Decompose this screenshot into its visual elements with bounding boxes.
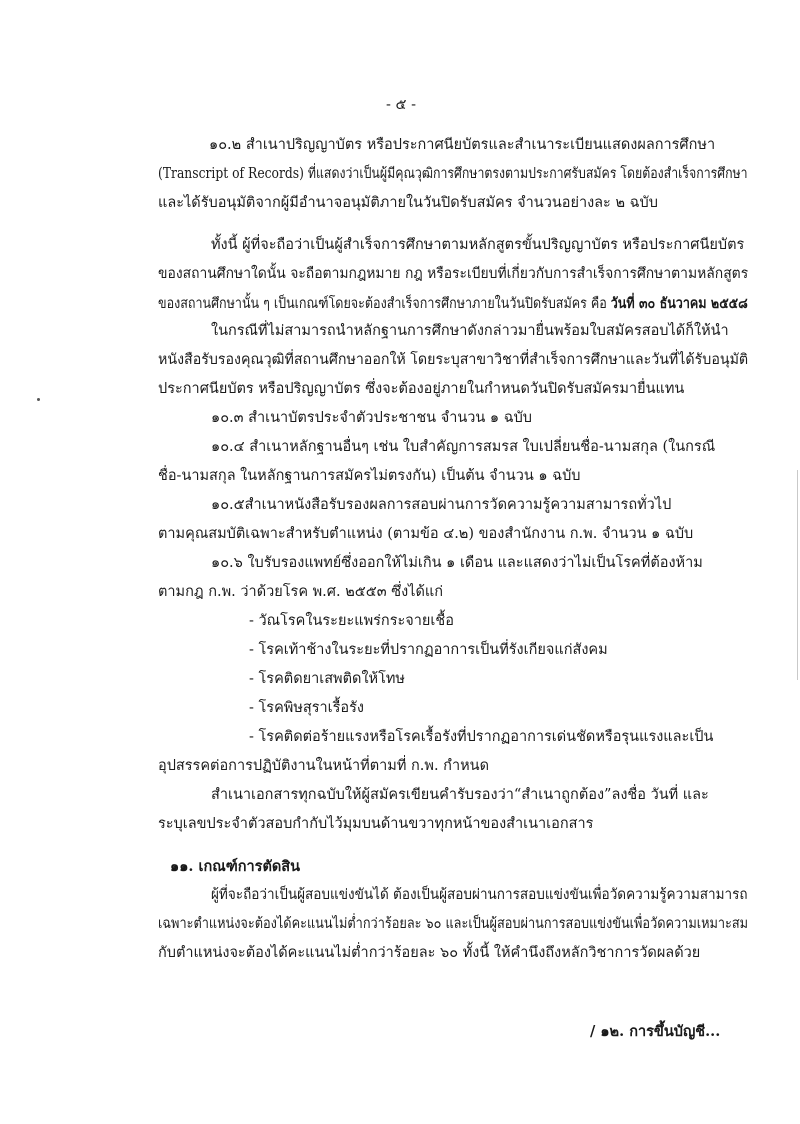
graduation-text: ของสถานศึกษานั้น ๆ เป็นเกณฑ์โดยจะต้องสำเร็จการศึกษาภายในวันปิดรับสมัคร คือ [158,296,611,312]
no-evidence-line-3: ประกาศนียบัตร หรือปริญญาบัตร ซึ่งจะต้องอยู่ภายในกำหนดวันปิดรับสมัครมายื่นแทน [158,381,685,397]
sec-10-4-line-2: ชื่อ-นามสกุล ในหลักฐานการสมัครไม่ตรงกัน) เป็นต้น จำนวน ๑ ฉบับ [158,468,581,484]
sec-10-5-line-2: ตามคุณสมบัติเฉพาะสำหรับตำแหน่ง (ตามข้อ ๔.๒) ของสำนักงาน ก.พ. จำนวน ๑ ฉบับ [158,526,694,542]
sec-10-6-line-2: ตามกฎ ก.พ. ว่าด้วยโรค พ.ศ. ๒๕๕๓ ซึ่งได้แก่ [158,584,444,600]
no-evidence-line-1: ในกรณีที่ไม่สามารถนำหลักฐานการศึกษาดังกล่าวมายื่นพร้อมใบสมัครสอบได้ก็ให้นำ [211,323,729,339]
sec-11-line-2: เฉพาะตำแหน่งจะต้องได้คะแนนไม่ต่ำกว่าร้อยละ ๖๐ และเป็นผู้สอบผ่านการสอบแข่งขันเพื่อวัดความเหมาะสม [158,916,749,932]
scan-speck [37,398,40,401]
sec-10-6-line-1: ๑๐.๖ ใบรับรองแพทย์ซึ่งออกให้ไม่เกิน ๑ เดือน และแสดงว่าไม่เป็นโรคที่ต้องห้าม [211,555,703,571]
sec-10-5-line-1: ๑๐.๕สำเนาหนังสือรับรองผลการสอบผ่านการวัดความรู้ความสามารถทั่วไป [211,497,672,513]
graduation-line-2: ของสถานศึกษาใดนั้น จะถือตามกฎหมาย กฎ หรือระเบียบที่เกี่ยวกับการสำเร็จการศึกษาตามหลักสูตร [158,266,749,282]
sec-10-3: ๑๐.๓ สำเนาบัตรประจำตัวประชาชน จำนวน ๑ ฉบับ [211,410,533,426]
scan-edge-right [797,470,798,680]
disease-item: - โรคพิษสุราเรื้อรัง [249,700,365,716]
sec-11-line-3: กับตำแหน่งจะต้องได้คะแนนไม่ต่ำกว่าร้อยละ ๖๐ ทั้งนี้ ให้คำนึงถึงหลักวิชาการวัดผลด้วย [158,945,701,961]
graduation-line-1: ทั้งนี้ ผู้ที่จะถือว่าเป็นผู้สำเร็จการศึกษาตามหลักสูตรขั้นปริญญาบัตร หรือประกาศนียบัตร [211,237,745,253]
sec-10-2-line-1: ๑๐.๒ สำเนาปริญญาบัตร หรือประกาศนียบัตรและสำเนาระเบียนแสดงผลการศึกษา [209,137,716,153]
continuation-note: / ๑๒. การขึ้นบัญชี... [590,1023,721,1040]
page-number: - ๕ - [386,97,416,113]
graduation-deadline: วันที่ ๓๐ ธันวาคม ๒๕๕๘ [610,295,748,312]
no-evidence-line-2: หนังสือรับรองคุณวุฒิที่สถานศึกษาออกให้ โดยระบุสาขาวิชาที่สำเร็จการศึกษาและวันที่ได้รับอนุมัติ [158,352,749,368]
disease-item-continuation: อุปสรรคต่อการปฏิบัติงานในหน้าที่ตามที่ ก.พ. กำหนด [158,758,489,774]
sec-10-4-line-1: ๑๐.๔ สำเนาหลักฐานอื่นๆ เช่น ใบสำคัญการสมรส ใบเปลี่ยนชื่อ-นามสกุล (ในกรณี [211,439,716,455]
sec-10-2-line-3: และได้รับอนุมัติจากผู้มีอำนาจอนุมัติภายในวันปิดรับสมัคร จำนวนอย่างละ ๒ ฉบับ [158,195,658,211]
sec-10-2-line-2: (Transcript of Records) ที่แสดงว่าเป็นผู้มีคุณวุฒิการศึกษาตรงตามประกาศรับสมัคร โดยต้องสำเร็จการศึกษา [158,166,748,182]
sec-11-heading: ๑๑. เกณฑ์การตัดสิน [170,858,301,875]
disease-item: - วัณโรคในระยะแพร่กระจายเชื้อ [249,613,454,629]
sec-11-line-1: ผู้ที่จะถือว่าเป็นผู้สอบแข่งขันได้ ต้องเป็นผู้สอบผ่านการสอบแข่งขันเพื่อวัดความรู้ความสามารถ [211,887,748,903]
certify-line-1: สำเนาเอกสารทุกฉบับให้ผู้สมัครเขียนคำรับรองว่า“สำเนาถูกต้อง”ลงชื่อ วันที่ และ [211,787,709,803]
disease-item: - โรคติดยาเสพติดให้โทษ [249,671,405,687]
disease-item: - โรคเท้าช้างในระยะที่ปรากฏอาการเป็นที่รังเกียจแก่สังคม [249,642,608,658]
graduation-line-3 [158,295,748,313]
certify-line-2: ระบุเลขประจำตัวสอบกำกับไว้มุมบนด้านขวาทุกหน้าของสำเนาเอกสาร [158,816,594,832]
disease-item: - โรคติดต่อร้ายแรงหรือโรคเรื้อรังที่ปรากฏอาการเด่นชัดหรือรุนแรงและเป็น [249,729,714,745]
